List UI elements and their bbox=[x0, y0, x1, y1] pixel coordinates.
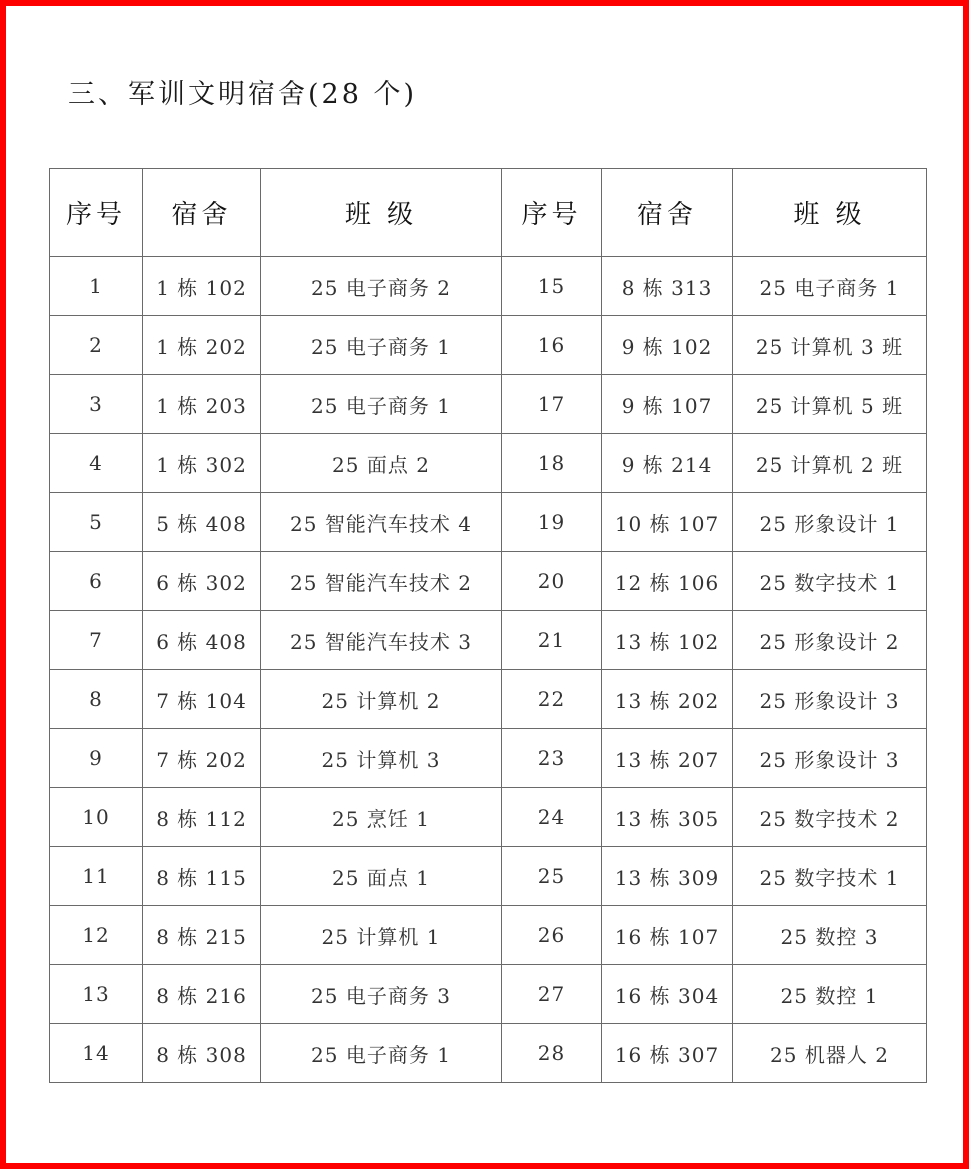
header-dorm-left: 宿舍 bbox=[143, 169, 261, 257]
cell-class-left: 25 面点 1 bbox=[261, 847, 502, 906]
cell-dorm-right: 13 栋 207 bbox=[602, 729, 733, 788]
cell-class-left: 25 电子商务 3 bbox=[261, 965, 502, 1024]
table-body bbox=[50, 257, 927, 1083]
cell-class-right: 25 电子商务 1 bbox=[733, 257, 927, 316]
cell-dorm-left: 8 栋 115 bbox=[143, 847, 261, 906]
cell-no-right: 19 bbox=[502, 493, 602, 552]
table-row bbox=[50, 965, 927, 1024]
table-row bbox=[50, 729, 927, 788]
cell-dorm-right: 9 栋 214 bbox=[602, 434, 733, 493]
cell-class-right: 25 数控 3 bbox=[733, 906, 927, 965]
cell-dorm-right: 13 栋 305 bbox=[602, 788, 733, 847]
cell-dorm-left: 6 栋 408 bbox=[143, 611, 261, 670]
cell-class-right: 25 形象设计 3 bbox=[733, 729, 927, 788]
cell-class-left: 25 智能汽车技术 2 bbox=[261, 552, 502, 611]
cell-no-left: 14 bbox=[50, 1024, 143, 1083]
cell-class-right: 25 形象设计 2 bbox=[733, 611, 927, 670]
table-row bbox=[50, 788, 927, 847]
cell-no-left: 13 bbox=[50, 965, 143, 1024]
cell-no-right: 24 bbox=[502, 788, 602, 847]
table-row bbox=[50, 316, 927, 375]
cell-class-left: 25 计算机 1 bbox=[261, 906, 502, 965]
cell-no-right: 16 bbox=[502, 316, 602, 375]
cell-no-right: 18 bbox=[502, 434, 602, 493]
cell-dorm-left: 1 栋 202 bbox=[143, 316, 261, 375]
cell-class-right: 25 计算机 5 班 bbox=[733, 375, 927, 434]
cell-no-right: 28 bbox=[502, 1024, 602, 1083]
cell-no-left: 6 bbox=[50, 552, 143, 611]
dorm-table bbox=[49, 168, 927, 1083]
table-row bbox=[50, 552, 927, 611]
cell-no-right: 15 bbox=[502, 257, 602, 316]
cell-class-right: 25 数控 1 bbox=[733, 965, 927, 1024]
cell-dorm-left: 8 栋 112 bbox=[143, 788, 261, 847]
table-row bbox=[50, 611, 927, 670]
section-title: 三、军训文明宿舍(28 个) bbox=[68, 79, 418, 110]
table-row bbox=[50, 906, 927, 965]
table-row bbox=[50, 493, 927, 552]
table-row bbox=[50, 670, 927, 729]
cell-class-left: 25 电子商务 1 bbox=[261, 316, 502, 375]
cell-dorm-right: 12 栋 106 bbox=[602, 552, 733, 611]
cell-dorm-right: 16 栋 307 bbox=[602, 1024, 733, 1083]
cell-dorm-right: 13 栋 309 bbox=[602, 847, 733, 906]
cell-class-right: 25 数字技术 1 bbox=[733, 847, 927, 906]
cell-class-right: 25 数字技术 1 bbox=[733, 552, 927, 611]
cell-no-left: 9 bbox=[50, 729, 143, 788]
cell-no-left: 12 bbox=[50, 906, 143, 965]
cell-dorm-right: 13 栋 102 bbox=[602, 611, 733, 670]
cell-no-right: 17 bbox=[502, 375, 602, 434]
cell-no-right: 21 bbox=[502, 611, 602, 670]
cell-class-left: 25 电子商务 1 bbox=[261, 375, 502, 434]
cell-dorm-right: 8 栋 313 bbox=[602, 257, 733, 316]
cell-dorm-left: 1 栋 203 bbox=[143, 375, 261, 434]
cell-no-right: 23 bbox=[502, 729, 602, 788]
cell-class-left: 25 计算机 2 bbox=[261, 670, 502, 729]
cell-dorm-right: 9 栋 102 bbox=[602, 316, 733, 375]
cell-class-left: 25 电子商务 1 bbox=[261, 1024, 502, 1083]
cell-class-left: 25 智能汽车技术 4 bbox=[261, 493, 502, 552]
cell-dorm-right: 9 栋 107 bbox=[602, 375, 733, 434]
cell-no-left: 10 bbox=[50, 788, 143, 847]
header-no-right: 序号 bbox=[502, 169, 602, 257]
cell-dorm-left: 8 栋 215 bbox=[143, 906, 261, 965]
cell-no-left: 8 bbox=[50, 670, 143, 729]
table-header-row bbox=[50, 169, 927, 257]
cell-class-right: 25 形象设计 1 bbox=[733, 493, 927, 552]
table-row bbox=[50, 847, 927, 906]
cell-class-right: 25 机器人 2 bbox=[733, 1024, 927, 1083]
table-row bbox=[50, 257, 927, 316]
header-dorm-right: 宿舍 bbox=[602, 169, 733, 257]
cell-no-left: 2 bbox=[50, 316, 143, 375]
cell-no-left: 1 bbox=[50, 257, 143, 316]
header-class-left: 班 级 bbox=[261, 169, 502, 257]
cell-no-right: 27 bbox=[502, 965, 602, 1024]
cell-dorm-left: 7 栋 202 bbox=[143, 729, 261, 788]
cell-no-left: 5 bbox=[50, 493, 143, 552]
cell-no-right: 20 bbox=[502, 552, 602, 611]
cell-class-right: 25 计算机 3 班 bbox=[733, 316, 927, 375]
cell-class-left: 25 电子商务 2 bbox=[261, 257, 502, 316]
header-class-right: 班 级 bbox=[733, 169, 927, 257]
cell-dorm-right: 16 栋 107 bbox=[602, 906, 733, 965]
cell-no-right: 22 bbox=[502, 670, 602, 729]
table-row bbox=[50, 434, 927, 493]
cell-dorm-right: 16 栋 304 bbox=[602, 965, 733, 1024]
cell-no-right: 26 bbox=[502, 906, 602, 965]
cell-class-right: 25 数字技术 2 bbox=[733, 788, 927, 847]
cell-no-left: 4 bbox=[50, 434, 143, 493]
cell-dorm-left: 1 栋 102 bbox=[143, 257, 261, 316]
cell-class-right: 25 计算机 2 班 bbox=[733, 434, 927, 493]
table-row bbox=[50, 375, 927, 434]
cell-class-left: 25 烹饪 1 bbox=[261, 788, 502, 847]
cell-class-left: 25 智能汽车技术 3 bbox=[261, 611, 502, 670]
cell-no-left: 7 bbox=[50, 611, 143, 670]
cell-no-right: 25 bbox=[502, 847, 602, 906]
header-no-left: 序号 bbox=[50, 169, 143, 257]
cell-no-left: 11 bbox=[50, 847, 143, 906]
cell-dorm-left: 8 栋 308 bbox=[143, 1024, 261, 1083]
cell-dorm-left: 7 栋 104 bbox=[143, 670, 261, 729]
table-row bbox=[50, 1024, 927, 1083]
cell-dorm-left: 8 栋 216 bbox=[143, 965, 261, 1024]
cell-dorm-left: 1 栋 302 bbox=[143, 434, 261, 493]
cell-dorm-right: 13 栋 202 bbox=[602, 670, 733, 729]
cell-class-left: 25 计算机 3 bbox=[261, 729, 502, 788]
cell-dorm-left: 5 栋 408 bbox=[143, 493, 261, 552]
cell-class-right: 25 形象设计 3 bbox=[733, 670, 927, 729]
cell-dorm-left: 6 栋 302 bbox=[143, 552, 261, 611]
cell-class-left: 25 面点 2 bbox=[261, 434, 502, 493]
cell-dorm-right: 10 栋 107 bbox=[602, 493, 733, 552]
cell-no-left: 3 bbox=[50, 375, 143, 434]
